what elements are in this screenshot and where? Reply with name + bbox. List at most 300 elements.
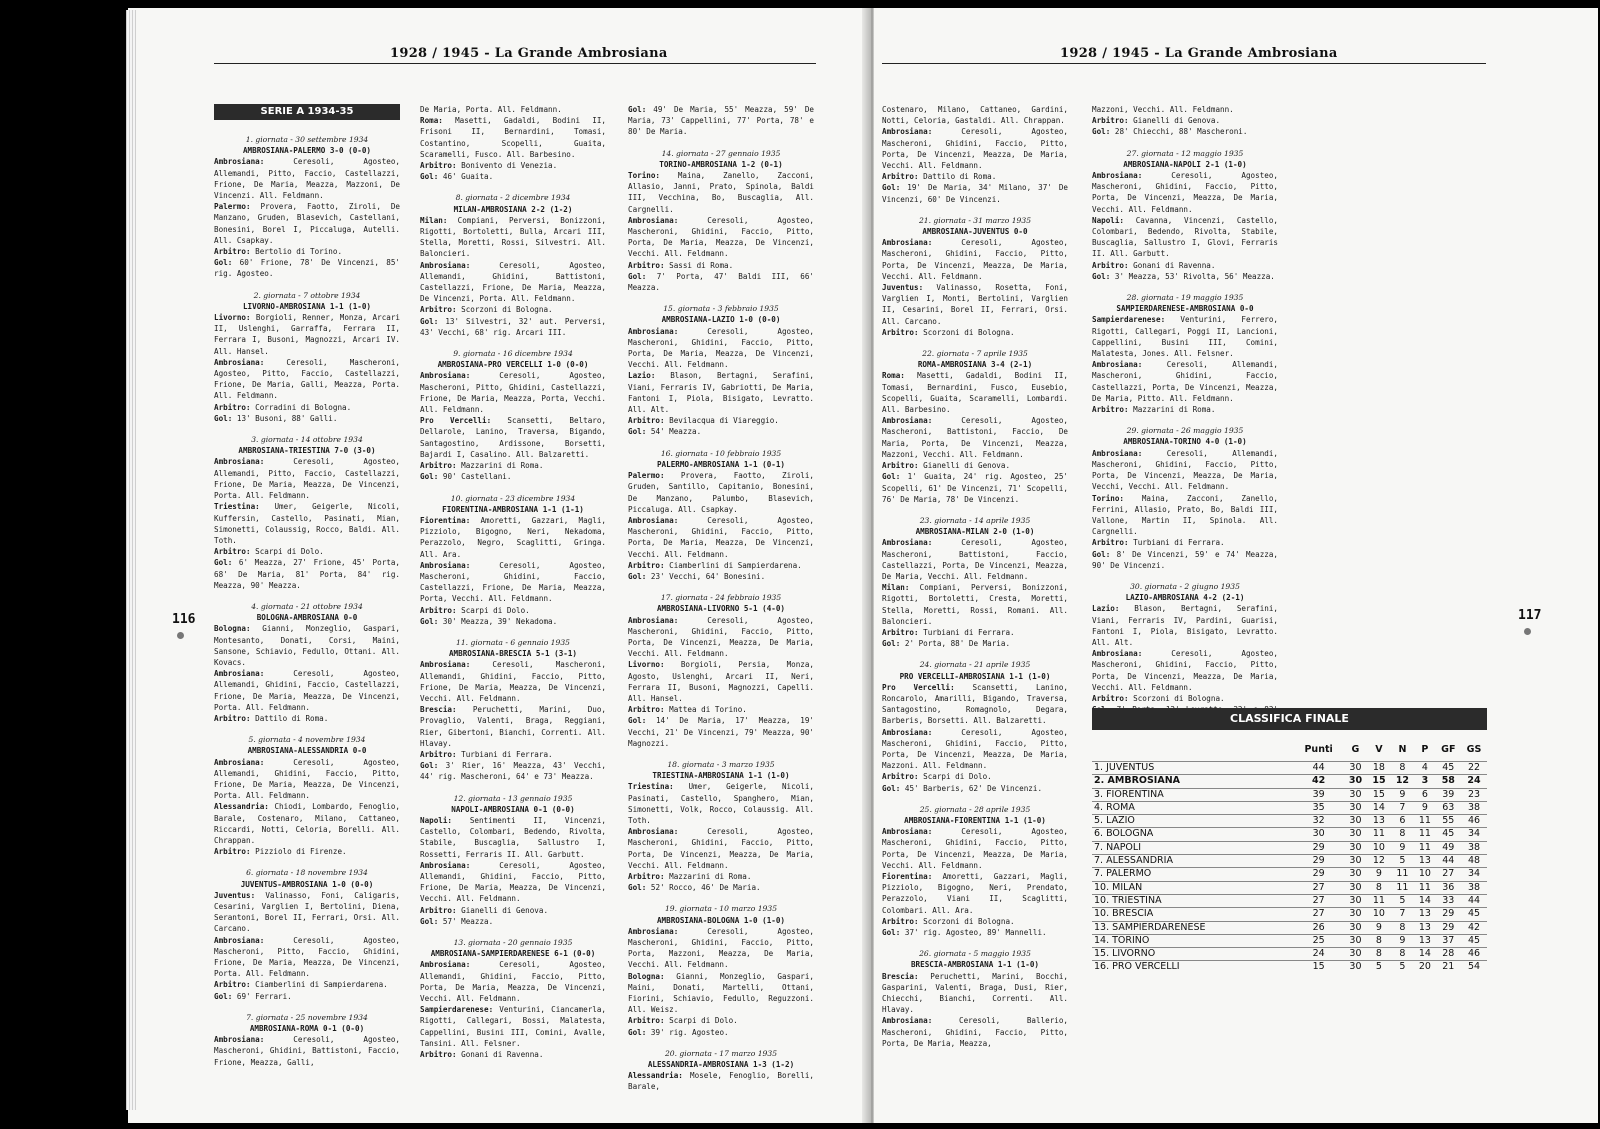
match-block: [420, 637, 606, 783]
standings-cell: 4: [1421, 762, 1428, 773]
line-text: Scansetti, Beltaro, Dellarole, Lanino, Traversa, Bigando, Santagostino, Ardissone, Borsetti, Bajardi I, Casalino. All. Balzaretti.: [420, 416, 607, 459]
text-column-3: [628, 104, 814, 1103]
match-block: [214, 867, 400, 1001]
standings-team: 7. NAPOLI: [1094, 841, 1141, 853]
match-line: [214, 546, 400, 557]
standings-team: 10. TRIESTINA: [1094, 894, 1162, 906]
line-label: Arbitro:: [882, 916, 919, 926]
match-title: ALESSANDRIA-AMBROSIANA 1-3 (1-2): [647, 1060, 795, 1070]
match-line: [214, 557, 400, 591]
line-label: Arbitro:: [214, 847, 251, 857]
line-label: Arbitro:: [882, 327, 919, 337]
match-line: [628, 704, 814, 715]
standings-cell: 8: [1399, 828, 1406, 840]
match-line: [1092, 104, 1278, 115]
standings-cell: 5: [1375, 961, 1382, 973]
match-block: [1092, 425, 1278, 571]
line-label: Gol:: [628, 883, 647, 893]
standings-cell: 30: [1349, 921, 1362, 933]
standings-cell: 29: [1312, 855, 1325, 867]
match-line: [882, 638, 1068, 649]
match-date: 19. giornata - 10 marzo 1935: [664, 904, 778, 914]
line-text: 8' De Vincenzi, 59' e 74' Meazza, 90' De Vincenzi.: [1092, 549, 1278, 570]
standings-cell: 49: [1442, 841, 1455, 853]
line-label: Gol:: [214, 258, 233, 268]
standings-cell: 11: [1372, 894, 1385, 906]
match-line: [420, 115, 606, 160]
line-text: Ceresoli, Agosteo, Allemandi, Ghidini, Faccio, Pitto, Frione, De Maria, Meazza, De Vincenzi, Porta. All. Feldmann.: [214, 757, 400, 801]
line-label: Ambrosiana:: [214, 157, 265, 167]
line-label: Ambrosiana:: [420, 960, 471, 970]
line-text: Ceresoli, Agosteo, Mascheroni, Pitto, Faccio, Ghidini, Frione, De Maria, Meazza, De Vincenzi, Porta. All. Feldmann.: [214, 935, 400, 979]
line-label: Arbitro:: [1092, 405, 1129, 415]
match-line: [628, 1027, 814, 1038]
match-line: [882, 1015, 1068, 1049]
standings-row: [1092, 961, 1487, 974]
standings-cell: 8: [1375, 934, 1382, 946]
line-label: Gol:: [882, 928, 901, 938]
match-line: [420, 316, 606, 338]
match-date: 27. giornata - 12 maggio 1935: [1126, 148, 1244, 158]
standings-cell: 34: [1467, 828, 1481, 840]
match-block: [420, 493, 606, 627]
match-line: [420, 104, 606, 115]
line-label: Alessandria:: [628, 1071, 683, 1081]
match-line: [1092, 314, 1278, 359]
line-text: Ceresoli, Agosteo, Mascheroni, Ghidini, Faccio, Pitto, Porta, Mazzoni, Meazza, De Maria, Vecchi. All. Feldmann.: [628, 926, 814, 970]
standings-cell: 3: [1421, 775, 1429, 787]
line-label: Ambrosiana:: [628, 215, 679, 225]
line-label: Gol:: [420, 616, 439, 626]
standings-row: [1092, 788, 1487, 801]
match-title: AMBROSIANA-TORINO 4-0 (1-0): [1123, 437, 1247, 447]
match-line: [420, 415, 606, 460]
page-number-dot-left: [177, 632, 184, 639]
standings-cell: 30: [1349, 828, 1362, 840]
standings-cell: 24: [1312, 948, 1325, 960]
line-text: 52' Rocco, 46' De Maria.: [646, 883, 761, 893]
match-line: [882, 826, 1068, 871]
line-text: Peruchetti, Marini, Duo, Provaglio, Valenti, Braga, Reggiani, Rier, Gibertoni, Bianchi, Correnti. All. Hlavay.: [420, 705, 606, 748]
match-title: SAMPIERDARENESE-AMBROSIANA 0-0: [1116, 304, 1254, 314]
line-text: Amoretti, Gazzari, Magli, Pizziolo, Bigogno, Neri, Prendato, Perazzolo, Viani II, Scaglitti, Colombari. All. Ara.: [882, 872, 1068, 915]
standings-team: 7. ALESSANDRIA: [1094, 855, 1173, 867]
match-date: 2. giornata - 7 ottobre 1934: [253, 290, 361, 300]
line-label: Ambrosiana:: [1092, 171, 1143, 181]
standings-cell: 5: [1399, 894, 1406, 906]
match-line: [628, 659, 814, 704]
line-text: Gonani di Ravenna.: [456, 1050, 544, 1060]
line-text: Mattea di Torino.: [664, 705, 747, 715]
line-label: Gol:: [1092, 127, 1111, 137]
match-line: [420, 560, 606, 605]
line-text: Ceresoli, Agosteo, Allemandi, Ghidini, Faccio, Pitto, Frione, De Maria, Meazza, De Vincenzi, Vecchi. All. Feldmann.: [420, 860, 606, 904]
match-title: FIORENTINA-AMBROSIANA 1-1 (1-1): [442, 504, 584, 514]
line-label: Fiorentina:: [882, 872, 933, 881]
line-text: Gianelli di Genova.: [1128, 116, 1221, 126]
line-label: Gol:: [628, 105, 647, 114]
standings-row: [1092, 801, 1487, 814]
line-text: Blason, Bertagni, Serafini, Viani, Ferraris IV, Gabriotti, De Maria, Fantoni I, Piola, Bisigato, Levratto. All. Alt.: [628, 371, 814, 415]
match-line: [628, 104, 814, 138]
line-text: 14' De Maria, 17' Meazza, 19' Vecchi, 21' De Vincenzi, 79' Meazza, 90' Magnozzi.: [628, 716, 814, 748]
standings-cell: 30: [1349, 841, 1362, 853]
line-label: Arbitro:: [882, 772, 919, 782]
line-text: Valinasso, Rosetta, Foni, Varglien I, Monti, Bertolini, Varglien II, Cesarini, Borel II, Ferrari, Orsi. All. Carcano.: [882, 283, 1068, 326]
match-line: [420, 916, 606, 927]
standings-cell: 9: [1399, 788, 1406, 800]
match-block: [628, 448, 814, 582]
match-date: 20. giornata - 17 marzo 1935: [664, 1048, 778, 1058]
standings-team: 2. AMBROSIANA: [1094, 775, 1180, 787]
line-label: Arbitro:: [628, 1016, 665, 1026]
standings-cell: 5: [1399, 855, 1406, 867]
page-edge-left: [126, 10, 136, 1110]
match-line: [882, 171, 1068, 182]
match-title: AMBROSIANA-NAPOLI 2-1 (1-0): [1123, 159, 1247, 169]
match-title: PRO VERCELLI-AMBROSIANA 1-1 (1-0): [899, 671, 1051, 681]
line-label: Ambrosiana:: [882, 127, 933, 137]
match-line: [628, 560, 814, 571]
line-text: 49' De Maria, 55' Meazza, 59' De Maria, 73' Cappellini, 77' Porta, 78' e 80' De Maria.: [628, 105, 814, 137]
standings-team: 16. PRO VERCELLI: [1094, 961, 1180, 973]
running-header-left: 1928 / 1945 - La Grande Ambrosiana: [390, 46, 668, 61]
line-text: Mosele, Fenoglio, Borelli, Barale,: [628, 1071, 814, 1092]
standings-cell: 42: [1467, 921, 1481, 933]
match-block: [882, 515, 1068, 649]
match-block: [214, 434, 400, 591]
line-text: Cavanna, Vincenzi, Castello, Colombari, Bedendo, Rivolta, Stabile, Buscaglia, Sallustro I, Glovi, Ferraris II. All. Garbutt.: [1092, 215, 1278, 259]
text-column-1: [214, 104, 400, 1078]
standings-row: [1092, 815, 1487, 828]
line-text: Dattilo di Roma.: [250, 713, 329, 723]
line-label: Pro Vercelli:: [420, 416, 492, 426]
line-label: Arbitro:: [1092, 693, 1129, 703]
line-label: Ambrosiana:: [882, 827, 933, 837]
line-label: Ambrosiana:: [1092, 448, 1143, 458]
match-date: 21. giornata - 31 marzo 1935: [918, 215, 1032, 225]
line-label: Brescia:: [420, 705, 457, 715]
line-text: 1' Guaita, 24' rig. Agosteo, 25' Scopelli, 61' De Vincenzi, 71' Scopelli, 76' De Maria, 78' De Vincenzi.: [882, 472, 1068, 504]
line-text: Venturini, Ciancamerla, Rigotti, Callegari, Bossi, Malatesta, Cappellini, Busini III, Comini, Avalle, Tansini. All. Felsner.: [420, 1005, 606, 1048]
match-line: [1092, 549, 1278, 571]
line-label: Livorno:: [214, 313, 251, 323]
standings-row: [1092, 775, 1487, 788]
match-line: [628, 370, 814, 415]
standings-cell: 34: [1467, 868, 1481, 880]
match-title: AMBROSIANA-ALESSANDRIA 0-0: [247, 746, 367, 756]
line-text: Turbiani di Ferrara.: [1128, 538, 1225, 548]
match-line: [628, 571, 814, 582]
standings-row: [1092, 948, 1487, 961]
line-label: Ambrosiana:: [882, 1016, 933, 1026]
match-line: [882, 415, 1068, 460]
line-text: 60' Frione, 78' De Vincenzi, 85' rig. Agosteo.: [214, 258, 400, 279]
standings-row: [1092, 908, 1487, 921]
line-label: Palermo:: [628, 471, 665, 481]
match-line: [628, 326, 814, 371]
match-date: 3. giornata - 14 ottobre 1934: [251, 435, 363, 445]
line-text: Ceresoli, Agosteo, Allemandi, Pitto, Faccio, Castellazzi, Frione, De Maria, Meazza, De Vincenzi, Porta. All. Feldmann.: [214, 457, 400, 501]
match-title: JUVENTUS-AMBROSIANA 1-0 (0-0): [240, 879, 374, 889]
line-label: Palermo:: [214, 202, 251, 212]
standings-cell: 13: [1418, 908, 1431, 920]
line-text: Ceresoli, Agosteo, Mascheroni, Battistoni, Faccio, De Maria, Porta, De Vincenzi, Meazza, Mazzoni, Vecchi. All. Feldmann.: [882, 416, 1068, 459]
standings-cell: 33: [1442, 894, 1455, 906]
match-block: [420, 192, 606, 338]
line-text: Ceresoli, Agosteo, Mascheroni, Ghidini, Faccio, Pitto, Porta, De Vincenzi, Meazza, De Maria, Vecchi. All. Feldmann.: [1092, 171, 1278, 214]
line-label: Ambrosiana:: [628, 515, 679, 525]
match-date: 17. giornata - 24 febbraio 1935: [660, 593, 782, 603]
line-text: Gianelli di Genova.: [918, 461, 1011, 471]
line-label: Ambrosiana:: [882, 538, 933, 548]
line-text: Ceresoli, Agosteo, Mascheroni, Ghidini, Battistoni, Faccio, Frione, Meazza, Galli,: [214, 1035, 400, 1067]
line-text: 28' Chiecchi, 88' Mascheroni.: [1110, 127, 1248, 137]
standings-cell: 26: [1312, 921, 1325, 933]
line-text: Provera, Faotto, Ziroli, Gruden, Santillo, Capitanio, Bonesini, De Manzano, Palumbo, Blasevich, Piccaluga. All. Csapkay.: [628, 471, 814, 514]
match-line: [882, 783, 1068, 794]
standings-cell: 20: [1418, 961, 1431, 973]
standings-cell: 30: [1349, 815, 1362, 827]
match-line: [420, 1004, 606, 1049]
match-line: [420, 760, 606, 782]
match-block: [420, 793, 606, 927]
line-label: Arbitro:: [1092, 260, 1129, 270]
standings-cell: 38: [1467, 801, 1481, 813]
standings-team: 3. FIORENTINA: [1094, 788, 1164, 800]
line-text: Ceresoli, Agosteo, Mascheroni, Ghidini, Faccio, Pitto, Porta, De Maria, Meazza, De Vincenzi, Vecchi. All. Feldmann.: [628, 215, 814, 259]
line-text: Ceresoli, Agosteo, Allemandi, Ghidini, Battistoni, Castellazzi, Frione, De Maria, Meazza, De Vincenzi, Porta. All. Feldmann.: [420, 260, 606, 304]
line-label: Ambrosiana:: [214, 457, 265, 467]
line-label: Ambrosiana:: [214, 1035, 265, 1045]
match-line: [420, 659, 606, 704]
standings-cell: 29: [1312, 868, 1325, 880]
standings-header-cell: GS: [1466, 744, 1482, 755]
line-text: Sentimenti II, Vincenzi, Castello, Colombari, Bedendo, Rivolta, Stabile, Buscaglia, Sallustro I, Rossetti, Ferraris II. All. Garbutt.: [420, 815, 606, 859]
match-line: [628, 470, 814, 515]
standings-cell: 27: [1442, 868, 1455, 880]
standings-header-cell: GF: [1441, 744, 1456, 755]
line-text: Ceresoli, Agosteo, Mascheroni, Ghidini, Faccio, Pitto, Porta, De Maria, Meazza, De Vincenzi, Vecchi. All. Feldmann.: [628, 326, 814, 370]
match-line: [1092, 537, 1278, 548]
match-line: [628, 170, 814, 215]
line-text: 90' Castellani.: [438, 472, 512, 482]
line-label: Arbitro:: [882, 627, 919, 637]
match-line: [628, 882, 814, 893]
match-line: [1092, 603, 1278, 648]
line-text: Scorzoni di Bologna.: [918, 916, 1015, 926]
line-label: Torino:: [1092, 493, 1125, 503]
standings-row: [1092, 894, 1487, 907]
line-label: Gol:: [420, 916, 439, 926]
page-number-right: 117: [1518, 608, 1542, 623]
match-line: [628, 715, 814, 749]
line-text: 37' rig. Agosteo, 89' Mannelli.: [900, 928, 1047, 938]
line-text: Borgioli, Persia, Monza, Agosto, Uslenghi, Arcari II, Neri, Ferrara II, Busoni, Magnozzi, Capelli. All. Hansel.: [628, 660, 814, 703]
match-line: [1092, 493, 1278, 538]
match-block: [628, 592, 814, 749]
match-date: 14. giornata - 27 gennaio 1935: [661, 148, 781, 158]
standings-team: 5. LAZIO: [1094, 815, 1135, 827]
standings-cell: 30: [1349, 855, 1362, 867]
standings-cell: 30: [1349, 881, 1362, 893]
standings-row: [1092, 934, 1487, 947]
line-label: Arbitro:: [1092, 538, 1129, 548]
line-label: Sampierdarenese:: [1092, 315, 1166, 325]
match-block: [420, 937, 606, 1060]
line-text: Mazzarini di Roma.: [456, 461, 544, 471]
standings-cell: 27: [1312, 881, 1325, 893]
standings-team: 10. BRESCIA: [1094, 908, 1154, 920]
line-label: Gol:: [882, 472, 901, 482]
line-label: Ambrosiana:: [628, 926, 679, 936]
line-label: Ambrosiana:: [214, 669, 265, 679]
match-line: [1092, 170, 1278, 215]
line-text: Sassi di Roma.: [664, 260, 734, 270]
match-line: [214, 846, 400, 857]
match-block: [882, 804, 1068, 938]
standings-row: [1092, 841, 1487, 854]
match-line: [1092, 359, 1278, 404]
match-block: [628, 104, 814, 138]
line-text: Ceresoli, Agosteo, Mascheroni, Ghidini, Faccio, Pitto, Porta, De Vincenzi, Meazza, De Maria, Mazzoni. All. Feldmann.: [882, 727, 1068, 771]
match-line: [882, 582, 1068, 627]
standings-cell: 15: [1312, 961, 1325, 973]
match-line: [214, 713, 400, 724]
left-page: [128, 8, 872, 1123]
line-text: Pizziolo di Firenze.: [250, 847, 347, 857]
standings-cell: 30: [1349, 762, 1362, 773]
line-text: Chiodi, Lombardo, Fenoglio, Barale, Costenaro, Milano, Cattaneo, Riccardi, Notti, Celoria, Borelli. All. Chrappan.: [214, 802, 400, 845]
match-title: AMBROSIANA-BOLOGNA 1-0 (1-0): [656, 915, 785, 925]
line-label: Ambrosiana:: [1092, 649, 1143, 659]
match-line: [420, 1049, 606, 1060]
standings-title: CLASSIFICA FINALE: [1092, 708, 1487, 730]
line-text: 54' Meazza.: [646, 427, 702, 437]
standings-cell: 32: [1312, 815, 1325, 827]
match-date: 6. giornata - 18 novembre 1934: [246, 868, 368, 878]
match-line: [420, 160, 606, 171]
line-text: Masetti, Gadaldi, Bodini II, Tomasi, Bernardini, Fusco, Eusebio, Scopelli, Guaita, Scaramelli, Lombardi. All. Barbesino.: [882, 371, 1068, 415]
standings-cell: 5: [1399, 961, 1406, 973]
standings-cell: 14: [1372, 801, 1385, 813]
match-title: TORINO-AMBROSIANA 1-2 (0-1): [659, 159, 783, 169]
standings-table: [1092, 744, 1487, 974]
line-text: Scorzoni di Bologna.: [456, 305, 553, 315]
standings-cell: 7: [1399, 908, 1406, 920]
match-line: [420, 215, 606, 260]
line-label: Napoli:: [1092, 215, 1125, 225]
standings-cell: 9: [1375, 868, 1382, 880]
line-label: Ambrosiana:: [214, 935, 265, 945]
standings-cell: 28: [1442, 948, 1455, 960]
standings-cell: 45: [1442, 762, 1455, 773]
standings-cell: 14: [1418, 894, 1431, 906]
match-date: 16. giornata - 10 febbraio 1935: [660, 448, 782, 458]
line-text: Corradini di Bologna.: [250, 402, 352, 412]
line-text: Ceresoli, Allemandi, Mascheroni, Ghidini, Faccio, Pitto, Porta, De Vincenzi, Meazza, De Maria, Vecchi, Vecchi. All. Feldmann.: [1092, 448, 1278, 492]
line-text: Ceresoli, Agosteo, Mascheroni, Ghidini, Faccio, Pitto, Porta, De Vincenzi, Meazza, De Maria, Vecchi. All. Feldmann.: [1092, 649, 1278, 692]
match-date: 12. giornata - 13 gennaio 1935: [453, 793, 573, 803]
line-label: Gol:: [214, 991, 233, 1001]
standings-team: 6. BOLOGNA: [1094, 828, 1154, 840]
line-label: Livorno:: [628, 660, 665, 670]
match-block: [214, 734, 400, 857]
match-line: [1092, 260, 1278, 271]
line-text: Gianelli di Genova.: [456, 905, 549, 915]
standings-header-cell: [1092, 744, 1294, 762]
match-title: BRESCIA-AMBROSIANA 1-1 (1-0): [910, 960, 1039, 970]
match-line: [628, 1070, 814, 1092]
line-text: Ceresoli, Allemandi, Mascheroni, Ghidini, Faccio, Castellazzi, Porta, De Vincenzi, Meazza, De Maria, Pitto. All. Feldmann.: [1092, 360, 1278, 403]
match-line: [420, 605, 606, 616]
line-text: Scorzoni di Bologna.: [918, 327, 1015, 337]
match-title: MILAN-AMBROSIANA 2-2 (1-2): [453, 204, 573, 214]
match-date: 8. giornata - 2 dicembre 1934: [455, 193, 571, 203]
line-text: Peruchetti, Marini, Bocchi, Gasparini, Valenti, Braga, Dusi, Rier, Chiecchi, Bianchi, Correnti. All. Hlavay.: [882, 971, 1068, 1015]
line-label: Arbitro:: [420, 305, 457, 315]
match-line: [882, 727, 1068, 772]
line-label: Arbitro:: [420, 905, 457, 915]
line-text: Ceresoli, Agosteo, Mascheroni, Ghidini, Faccio, Pitto, Porta, De Vincenzi, Meazza, De Maria, Vecchi. All. Feldmann.: [882, 238, 1068, 281]
standings-cell: 44: [1467, 894, 1481, 906]
match-date: 13. giornata - 20 gennaio 1935: [453, 938, 573, 948]
match-title: LIVORNO-AMBROSIANA 1-1 (1-0): [242, 301, 371, 311]
line-label: Pro Vercelli:: [882, 682, 955, 692]
match-title: LAZIO-AMBROSIANA 4-2 (2-1): [1125, 593, 1245, 603]
line-text: Gonani di Ravenna.: [1128, 260, 1216, 270]
match-line: [214, 156, 400, 201]
standings-cell: 23: [1467, 788, 1481, 800]
standings-row: [1092, 921, 1487, 934]
line-label: Arbitro:: [628, 560, 665, 570]
standings-cell: 8: [1399, 921, 1406, 933]
standings-cell: 48: [1467, 855, 1481, 867]
line-text: Ciamberlini di Sampierdarena.: [664, 560, 802, 570]
match-line: [420, 304, 606, 315]
match-block: [420, 104, 606, 182]
match-line: [628, 515, 814, 560]
standings-cell: 29: [1312, 841, 1325, 853]
standings-cell: 13: [1418, 934, 1431, 946]
standings-cell: 15: [1372, 775, 1386, 787]
line-label: Ambrosiana:: [420, 371, 471, 381]
standings-cell: 30: [1349, 894, 1362, 906]
match-line: [214, 935, 400, 980]
standings-cell: 27: [1312, 894, 1325, 906]
match-line: [882, 282, 1068, 327]
line-label: Arbitro:: [1092, 116, 1129, 126]
match-title: AMBROSIANA-PRO VERCELLI 1-0 (0-0): [437, 360, 589, 370]
line-label: Arbitro:: [214, 402, 251, 412]
line-label: Ambrosiana:: [420, 860, 471, 870]
match-block: [1092, 581, 1278, 727]
standings-row: [1092, 828, 1487, 841]
match-date: 7. giornata - 25 novembre 1934: [246, 1012, 368, 1022]
standings-cell: 45: [1467, 934, 1481, 946]
match-date: 30. giornata - 2 giugno 1935: [1130, 581, 1240, 591]
match-line: [882, 927, 1068, 938]
line-text: 7' Porta, 47' Baldi III, 66' Meazza.: [628, 271, 814, 293]
match-line: [882, 370, 1068, 415]
match-line: [214, 801, 400, 846]
match-title: AMBROSIANA-ROMA 0-1 (0-0): [249, 1024, 365, 1034]
standings-cell: 9: [1375, 921, 1382, 933]
line-text: Blason, Bertagni, Serafini, Viani, Ferraris IV, Pardini, Guarisi, Fantoni I, Piola, Bisigato, Levratto. All. Alt.: [1092, 604, 1278, 647]
line-label: Gol:: [214, 413, 233, 423]
line-text: Scarpi di Dolo.: [918, 772, 992, 782]
line-text: 3' Meazza, 53' Rivolta, 56' Meazza.: [1110, 271, 1275, 281]
